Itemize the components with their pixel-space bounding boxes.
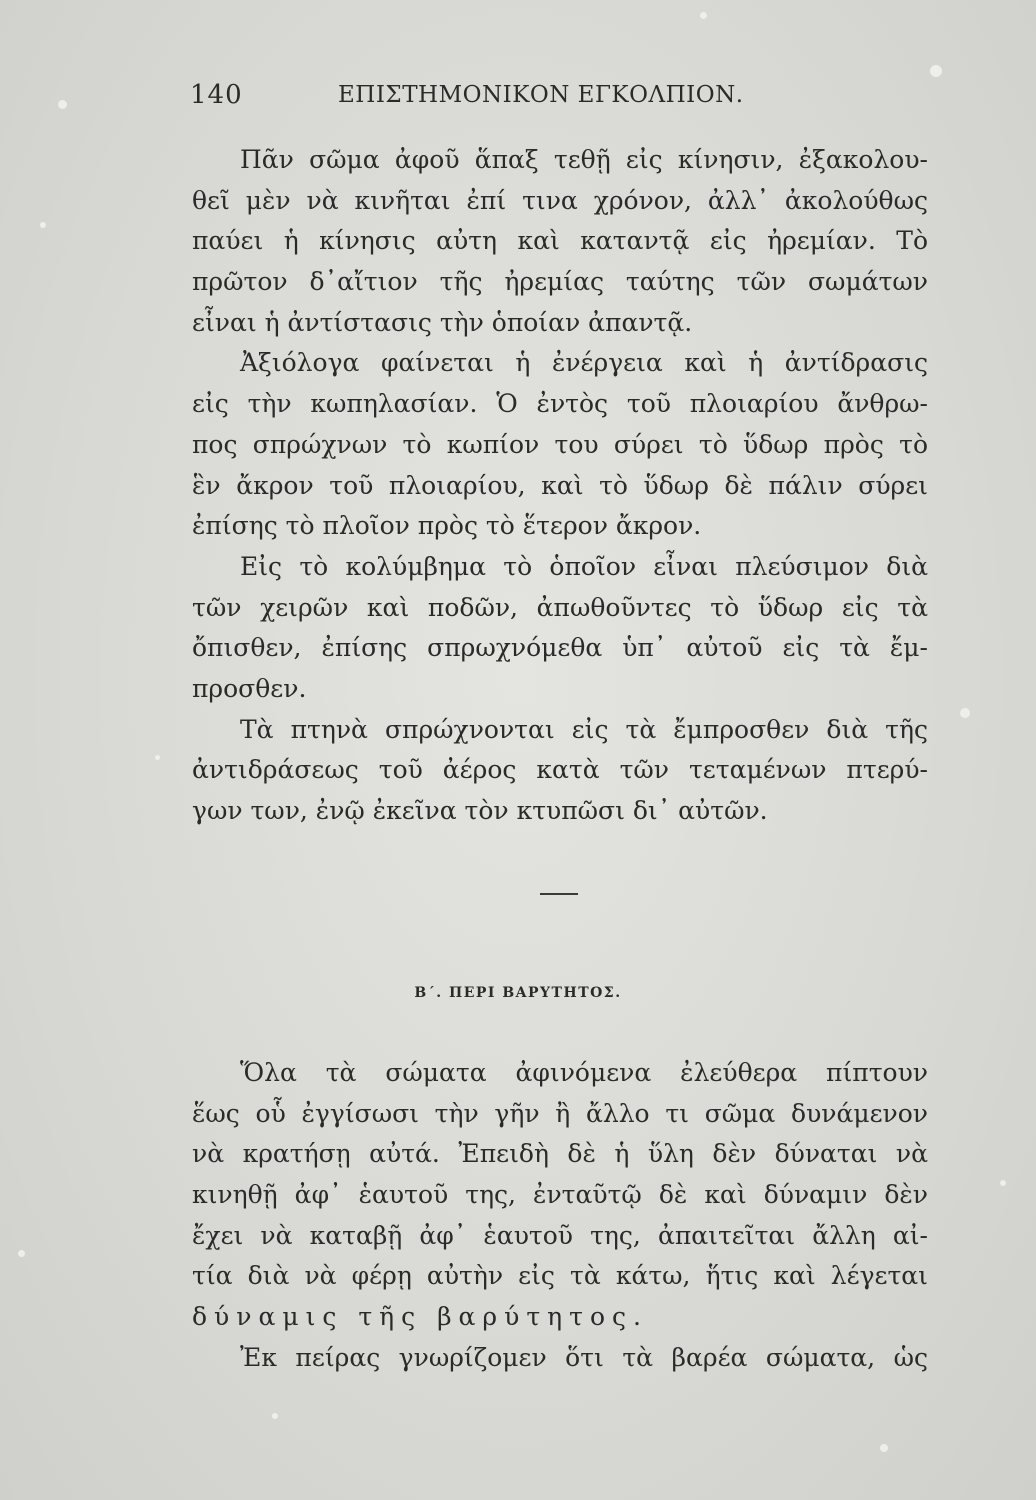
text-line: θεῖ μὲν νὰ κινῆται ἐπί τινα χρόνον, ἀλλ᾽ ἀκολούθως bbox=[192, 185, 928, 215]
text-line: πος σπρώχνων τὸ κωπίον του σύρει τὸ ὕδωρ πρὸς τὸ bbox=[192, 429, 928, 459]
text-line: γων των, ἐνῷ ἐκεῖνα τὸν κτυπῶσι δι᾽ αὐτῶν. bbox=[192, 796, 768, 825]
text-line: Πᾶν σῶμα ἀφοῦ ἅπαξ τεθῇ εἰς κίνησιν, ἐξακολου- bbox=[240, 145, 928, 174]
body-text-section-1 bbox=[192, 140, 928, 832]
text-line: ὄπισθεν, ἐπίσης σπρωχνόμεθα ὑπ᾽ αὐτοῦ εἰς τὰ ἔμ- bbox=[192, 633, 928, 663]
paper-speck bbox=[700, 12, 707, 19]
text-line-emphasized: δύναμις τῆς βαρύτητος. bbox=[192, 1302, 648, 1332]
text-line: τῶν χειρῶν καὶ ποδῶν, ἀπωθοῦντες τὸ ὕδωρ εἰς τὰ bbox=[192, 592, 928, 622]
text-line: νὰ κρατήσῃ αὐτά. Ἐπειδὴ δὲ ἡ ὕλη δὲν δύναται νὰ bbox=[192, 1139, 928, 1169]
paper-speck bbox=[18, 1250, 25, 1257]
text-line: Ἀξιόλογα φαίνεται ἡ ἐνέργεια καὶ ἡ ἀντίδρασις bbox=[240, 348, 928, 378]
text-line: ἐπίσης τὸ πλοῖον πρὸς τὸ ἕτερον ἄκρον. bbox=[192, 511, 702, 541]
paper-speck bbox=[272, 1413, 278, 1419]
paper-speck bbox=[960, 708, 970, 718]
paper-speck bbox=[40, 222, 46, 228]
paper-speck bbox=[930, 65, 942, 77]
section-separator bbox=[540, 893, 578, 895]
text-line: προσθεν. bbox=[192, 673, 307, 703]
text-line: τία διὰ νὰ φέρῃ αὐτὴν εἰς τὰ κάτω, ἥτις καὶ λέγεται bbox=[192, 1261, 928, 1291]
text-line: Τὰ πτηνὰ σπρώχνονται εἰς τὰ ἔμπροσθεν διὰ τῆς bbox=[240, 714, 928, 744]
text-line: Ἐκ πείρας γνωρίζομεν ὅτι τὰ βαρέα σώματα, ὡς bbox=[240, 1342, 928, 1372]
section-heading: Β΄. ΠΕΡΙ ΒΑΡΥΤΗΤΟΣ. bbox=[414, 985, 622, 1001]
text-line: εἶναι ἡ ἀντίστασις τὴν ὁποίαν ἀπαντᾷ. bbox=[192, 307, 693, 337]
text-line: ἔχει νὰ καταβῇ ἀφ᾽ ἑαυτοῦ της, ἀπαιτεῖται ἄλλη αἰ- bbox=[192, 1220, 928, 1250]
text-line: εἰς τὴν κωπηλασίαν. Ὁ ἐντὸς τοῦ πλοιαρίου ἄνθρω- bbox=[192, 389, 928, 419]
text-line: παύει ἡ κίνησις αὐτη καὶ καταντᾷ εἰς ἠρεμίαν. Τὸ bbox=[192, 226, 928, 256]
page-header bbox=[190, 80, 930, 116]
paper-speck bbox=[1000, 1180, 1006, 1186]
paper-speck bbox=[880, 1444, 888, 1452]
text-line: ἕως οὗ ἐγγίσωσι τὴν γῆν ἢ ἄλλο τι σῶμα δυνάμενον bbox=[192, 1098, 928, 1128]
text-line: Ὅλα τὰ σώματα ἀφινόμενα ἐλεύθερα πίπτουν bbox=[240, 1058, 928, 1087]
paper-speck bbox=[58, 100, 67, 109]
text-line: πρῶτον δ᾽αἴτιον τῆς ἠρεμίας ταύτης τῶν σωμάτων bbox=[192, 267, 928, 297]
text-line: ἓν ἄκρον τοῦ πλοιαρίου, καὶ τὸ ὕδωρ δὲ πάλιν σύρει bbox=[192, 470, 928, 500]
text-line: κινηθῇ ἀφ᾽ ἑαυτοῦ της, ἐνταῦτῷ δὲ καὶ δύναμιν δὲν bbox=[192, 1180, 928, 1210]
text-line: ἀντιδράσεως τοῦ ἀέρος κατὰ τῶν τεταμένων πτερύ- bbox=[192, 755, 928, 785]
paper-speck bbox=[155, 755, 160, 760]
text-line: Εἰς τὸ κολύμβημα τὸ ὁποῖον εἶναι πλεύσιμον διὰ bbox=[240, 551, 928, 581]
page-number: 140 bbox=[190, 80, 243, 110]
running-head: ΕΠΙΣΤΗΜΟΝΙΚΟΝ ΕΓΚΟΛΠΙΟΝ. bbox=[338, 82, 744, 108]
body-text-section-2 bbox=[192, 1053, 928, 1379]
